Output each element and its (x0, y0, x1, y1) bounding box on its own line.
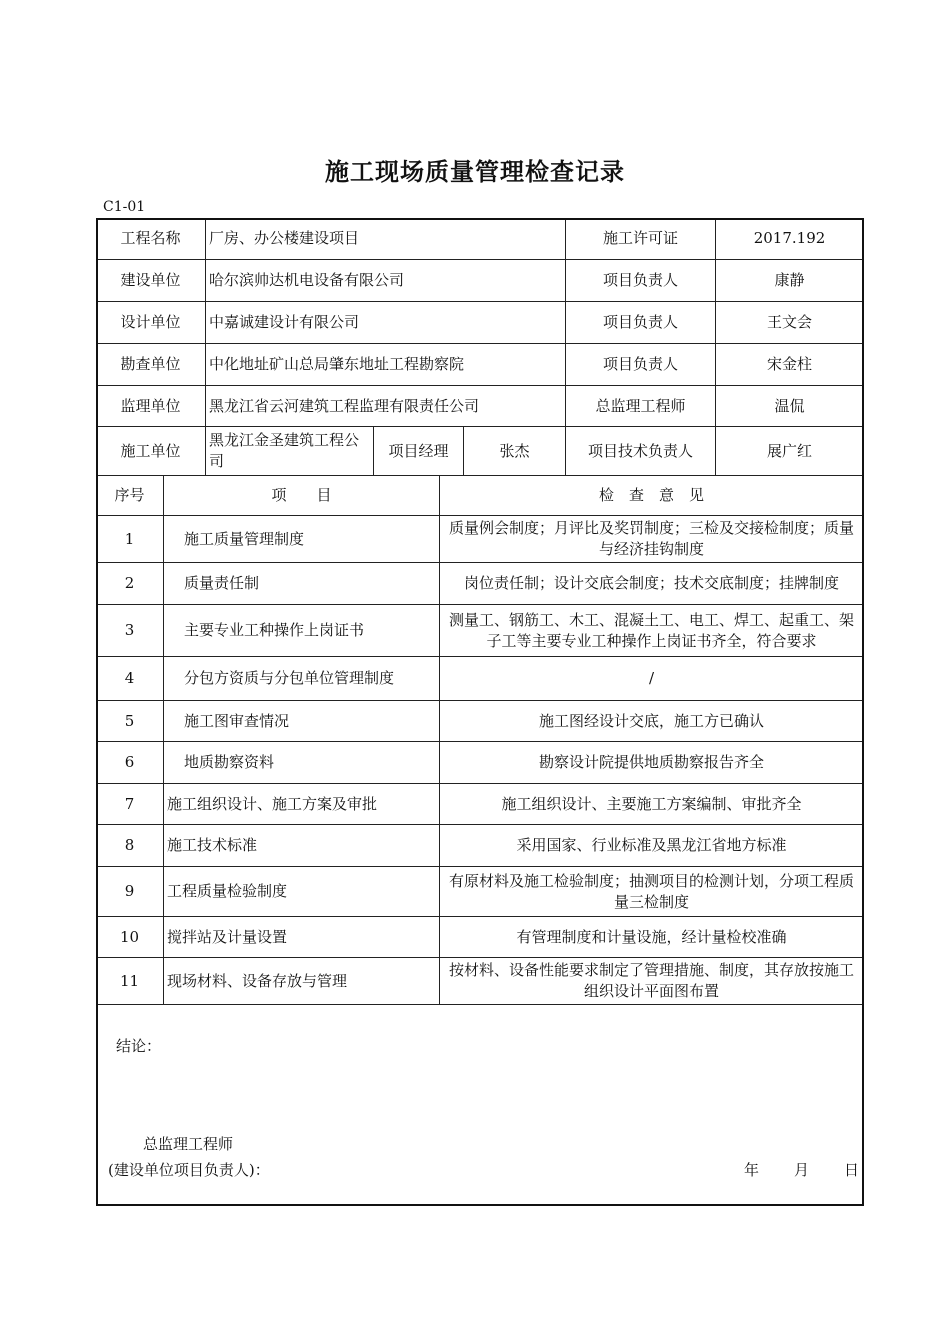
row-no: 9 (96, 867, 164, 917)
date-day: 日 (844, 1161, 860, 1179)
survey-label: 勘查单位 (96, 344, 206, 386)
builder-person-value: 康静 (716, 260, 864, 302)
row-item: 分包方资质与分包单位管理制度 (164, 657, 440, 701)
pm-label: 项目经理 (374, 427, 464, 476)
project-name-label: 工程名称 (96, 218, 206, 260)
pm-value: 张杰 (464, 427, 566, 476)
row-item: 施工组织设计、施工方案及审批 (164, 784, 440, 825)
chief-supervisor-value: 温侃 (716, 386, 864, 427)
permit-label: 施工许可证 (566, 218, 716, 260)
tech-lead-label: 项目技术负责人 (566, 427, 716, 476)
supervisor-value: 黑龙江省云河建筑工程监理有限责任公司 (206, 386, 566, 427)
header-item: 项 目 (164, 476, 440, 516)
row-opinion: 勘察设计院提供地质勘察报告齐全 (440, 742, 864, 784)
row-item: 地质勘察资料 (164, 742, 440, 784)
survey-person-label: 项目负责人 (566, 344, 716, 386)
row-no: 2 (96, 563, 164, 605)
survey-value: 中化地址矿山总局肇东地址工程勘察院 (206, 344, 566, 386)
survey-person-value: 宋金柱 (716, 344, 864, 386)
builder-label: 建设单位 (96, 260, 206, 302)
row-item: 现场材料、设备存放与管理 (164, 958, 440, 1005)
row-no: 7 (96, 784, 164, 825)
row-item: 施工技术标准 (164, 825, 440, 867)
row-item: 质量责任制 (164, 563, 440, 605)
contractor-label: 施工单位 (96, 427, 206, 476)
row-no: 5 (96, 701, 164, 742)
permit-value: 2017.192 (716, 218, 864, 260)
row-opinion: 测量工、钢筋工、木工、混凝土工、电工、焊工、起重工、架子工等主要专业工种操作上岗证书齐全，符合要求 (440, 605, 864, 657)
header-no: 序号 (96, 476, 164, 516)
row-opinion: 有管理制度和计量设施，经计量检校准确 (440, 917, 864, 958)
row-opinion: 施工组织设计、主要施工方案编制、审批齐全 (440, 784, 864, 825)
row-item: 施工图审查情况 (164, 701, 440, 742)
row-item: 主要专业工种操作上岗证书 (164, 605, 440, 657)
document-title: 施工现场质量管理检查记录 (325, 158, 625, 186)
chief-supervisor-label: 总监理工程师 (566, 386, 716, 427)
row-no: 4 (96, 657, 164, 701)
row-item: 搅拌站及计量设置 (164, 917, 440, 958)
row-item: 工程质量检验制度 (164, 867, 440, 917)
inspection-form (96, 218, 864, 1206)
row-no: 3 (96, 605, 164, 657)
row-opinion: 按材料、设备性能要求制定了管理措施、制度，其存放按施工组织设计平面图布置 (440, 958, 864, 1005)
row-opinion: / (440, 657, 864, 701)
row-opinion: 有原材料及施工检验制度；抽测项目的检测计划，分项工程质量三检制度 (440, 867, 864, 917)
conclusion-section (96, 1005, 864, 1206)
conclusion-label: 结论： (116, 1037, 162, 1055)
header-opinion: 检 查 意 见 (440, 476, 864, 516)
design-person-value: 王文会 (716, 302, 864, 344)
row-opinion: 采用国家、行业标准及黑龙江省地方标准 (440, 825, 864, 867)
signature-subtitle: (建设单位项目负责人)： (108, 1161, 270, 1179)
row-no: 11 (96, 958, 164, 1005)
row-opinion: 岗位责任制；设计交底会制度；技术交底制度；挂牌制度 (440, 563, 864, 605)
tech-lead-value: 展广红 (716, 427, 864, 476)
builder-value: 哈尔滨帅达机电设备有限公司 (206, 260, 566, 302)
row-opinion: 施工图经设计交底，施工方已确认 (440, 701, 864, 742)
design-person-label: 项目负责人 (566, 302, 716, 344)
design-label: 设计单位 (96, 302, 206, 344)
date-month: 月 (794, 1161, 810, 1179)
form-code: C1-01 (103, 199, 146, 215)
supervisor-label: 监理单位 (96, 386, 206, 427)
contractor-value: 黑龙江金圣建筑工程公司 (206, 427, 374, 476)
project-name-value: 厂房、办公楼建设项目 (206, 218, 566, 260)
signature-title: 总监理工程师 (143, 1135, 234, 1153)
date-year: 年 (744, 1161, 760, 1179)
row-no: 8 (96, 825, 164, 867)
builder-person-label: 项目负责人 (566, 260, 716, 302)
row-no: 6 (96, 742, 164, 784)
row-opinion: 质量例会制度；月评比及奖罚制度；三检及交接检制度；质量与经济挂钩制度 (440, 516, 864, 563)
row-no: 10 (96, 917, 164, 958)
design-value: 中嘉诚建设计有限公司 (206, 302, 566, 344)
row-no: 1 (96, 516, 164, 563)
row-item: 施工质量管理制度 (164, 516, 440, 563)
